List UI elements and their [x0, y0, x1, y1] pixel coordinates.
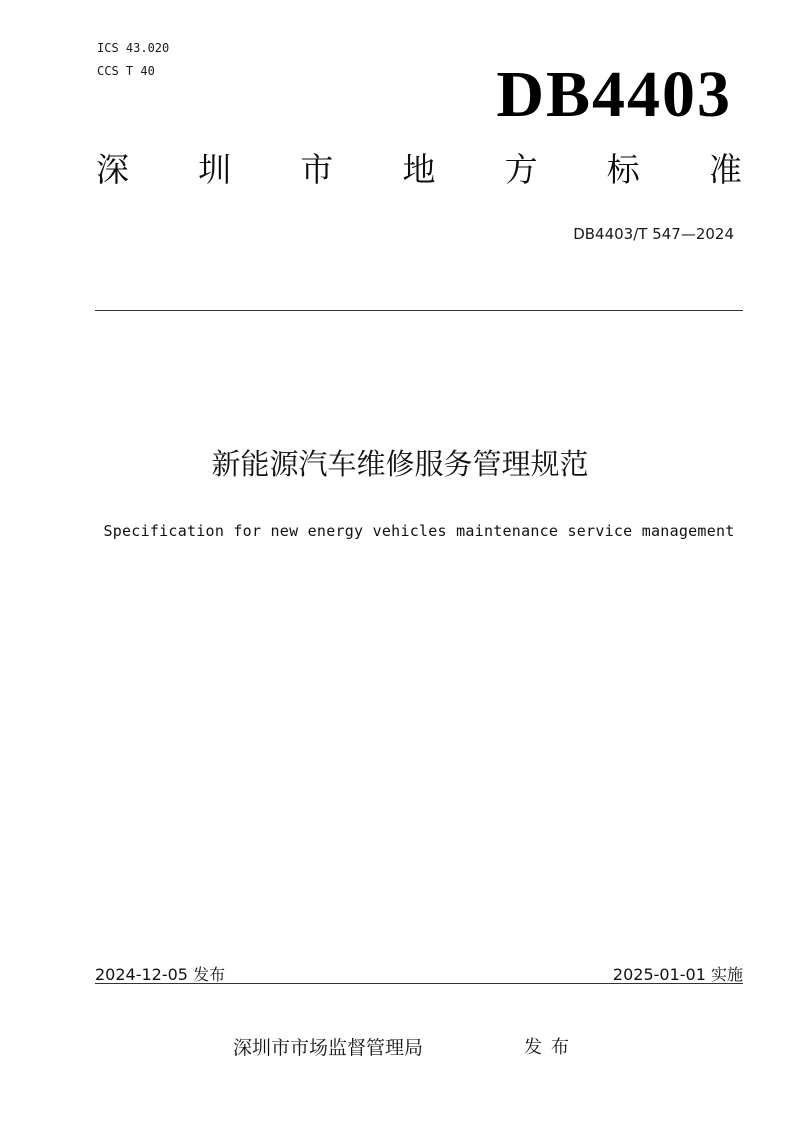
standard-type-char: 圳: [198, 150, 232, 189]
standard-type-char: 标: [606, 150, 640, 189]
standard-type-char: 地: [402, 150, 436, 189]
issue-date: 2024-12-05 发布: [95, 965, 226, 984]
issue-action: 发布: [524, 1037, 578, 1058]
ics-code: ICS 43.020: [97, 41, 170, 55]
implementation-date: 2025-01-01 实施: [612, 965, 743, 984]
standard-type-char: 市: [300, 150, 334, 189]
document-title-english: Specification for new energy vehicles maintenance service management: [103, 522, 735, 540]
standard-logo: DB4403: [496, 58, 732, 131]
issuing-authority: 深圳市市场监督管理局: [233, 1037, 424, 1059]
standard-type-char: 深: [96, 150, 129, 189]
top-divider: [95, 310, 743, 311]
bottom-divider: [95, 983, 743, 984]
document-title-chinese: 新能源汽车维修服务管理规范: [211, 447, 589, 481]
standard-type-char: 准: [708, 150, 742, 189]
standard-type-heading: [96, 150, 742, 190]
standard-number: DB4403/T 547—2024: [573, 225, 734, 243]
standard-type-char: 方: [504, 150, 538, 189]
ccs-code: CCS T 40: [97, 64, 155, 78]
